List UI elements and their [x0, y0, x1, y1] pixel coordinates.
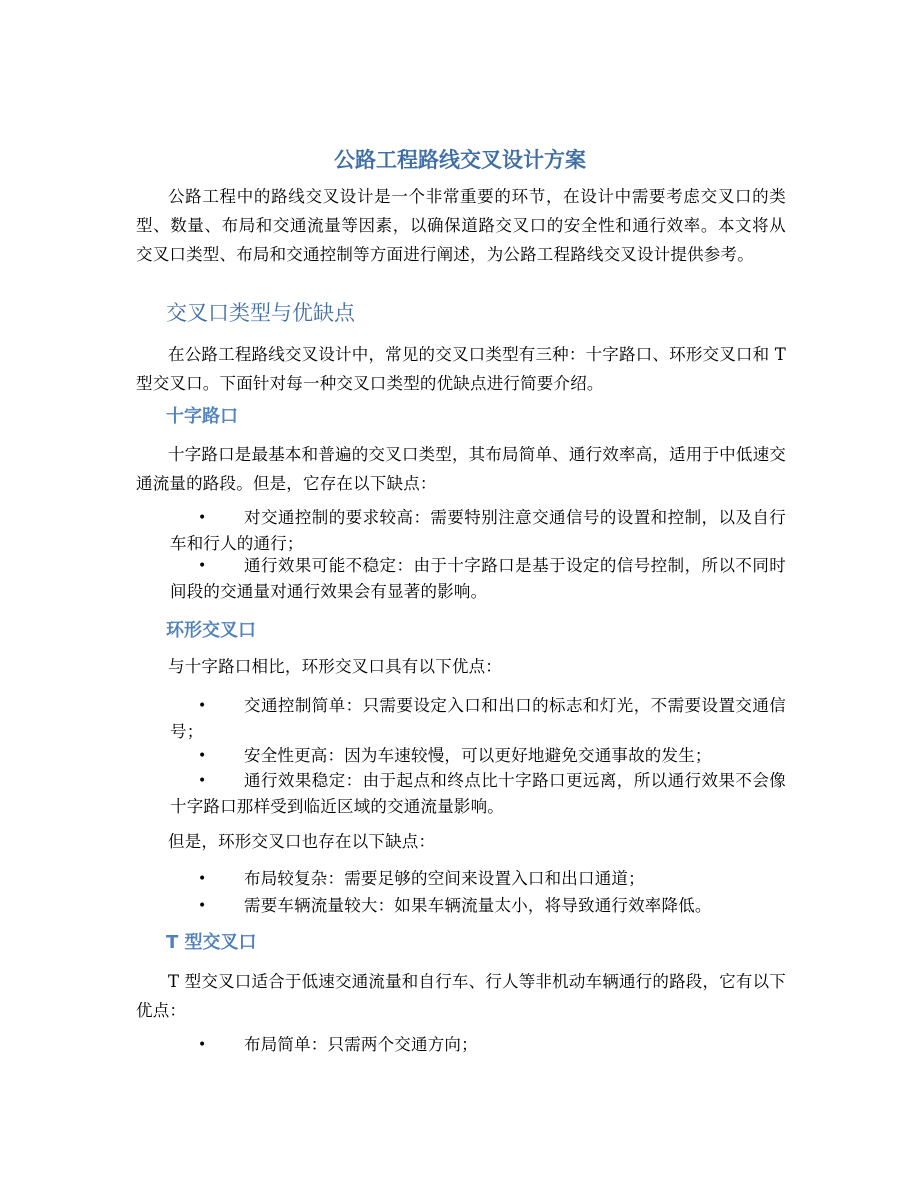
- roundabout-cons-intro: 但是，环形交叉口也存在以下缺点：: [168, 832, 436, 851]
- intro-paragraph: 公路工程中的路线交叉设计是一个非常重要的环节，在设计中需要考虑交叉口的类型、数量、布局和交通流量等因素，以确保道路交叉口的安全性和通行效率。本文将从交叉口类型、布局和交通控制等方面进行阐述，为公路工程路线交叉设计提供参考。: [136, 187, 786, 264]
- section-heading-types: 交叉口类型与优缺点: [166, 301, 355, 325]
- subheading-t-junction: T 型交叉口: [166, 932, 257, 953]
- bullet-icon: •: [198, 898, 207, 914]
- list-item: [170, 866, 786, 892]
- list-item: [170, 1032, 786, 1058]
- roundabout-intro: 与十字路口相比，环形交叉口具有以下优点：: [168, 657, 502, 676]
- t-junction-paragraph: T 型交叉口适合于低速交通流量和自行车、行人等非机动车辆通行的路段，它有以下优点：: [136, 972, 786, 1020]
- bullet-icon: •: [198, 748, 207, 764]
- section-types-paragraph: 在公路工程路线交叉设计中，常见的交叉口类型有三种：十字路口、环形交叉口和 T 型交叉口。下面针对每一种交叉口类型的优缺点进行简要介绍。: [136, 345, 786, 393]
- list-item-text: 布局较复杂：需要足够的空间来设置入口和出口通道；: [244, 869, 645, 888]
- list-item: [170, 553, 786, 605]
- bullet-icon: •: [198, 1037, 207, 1053]
- bullet-icon: •: [198, 698, 207, 714]
- bullet-icon: •: [198, 773, 207, 789]
- list-item-text: 通行效果可能不稳定：由于十字路口是基于设定的信号控制，所以不同时间段的交通量对通行效果会有显著的影响。: [170, 556, 786, 601]
- list-item: [170, 893, 786, 919]
- crossroad-paragraph: 十字路口是最基本和普遍的交叉口类型，其布局简单、通行效率高，适用于中低速交通流量的路段。但是，它存在以下缺点：: [136, 445, 786, 493]
- bullet-icon: •: [198, 871, 207, 887]
- list-item-text: 交通控制简单：只需要设定入口和出口的标志和灯光，不需要设置交通信号；: [170, 696, 786, 741]
- bullet-icon: •: [198, 558, 207, 574]
- list-item: [170, 743, 786, 769]
- bullet-icon: •: [198, 510, 207, 526]
- list-item-text: 需要车辆流量较大：如果车辆流量太小，将导致通行效率降低。: [244, 896, 712, 915]
- document-title: 公路工程路线交叉设计方案: [334, 148, 586, 172]
- list-item: [170, 693, 786, 745]
- list-item: [170, 768, 786, 820]
- list-item-text: 对交通控制的要求较高：需要特别注意交通信号的设置和控制，以及自行车和行人的通行；: [170, 508, 786, 553]
- list-item-text: 通行效果稳定：由于起点和终点比十字路口更远离，所以通行效果不会像十字路口那样受到临近区域的交通流量影响。: [170, 771, 786, 816]
- list-item-text: 布局简单：只需两个交通方向；: [244, 1035, 478, 1054]
- subheading-crossroad: 十字路口: [166, 406, 238, 427]
- subheading-roundabout: 环形交叉口: [166, 620, 256, 641]
- list-item: [170, 505, 786, 557]
- list-item-text: 安全性更高：因为车速较慢，可以更好地避免交通事故的发生；: [244, 746, 712, 765]
